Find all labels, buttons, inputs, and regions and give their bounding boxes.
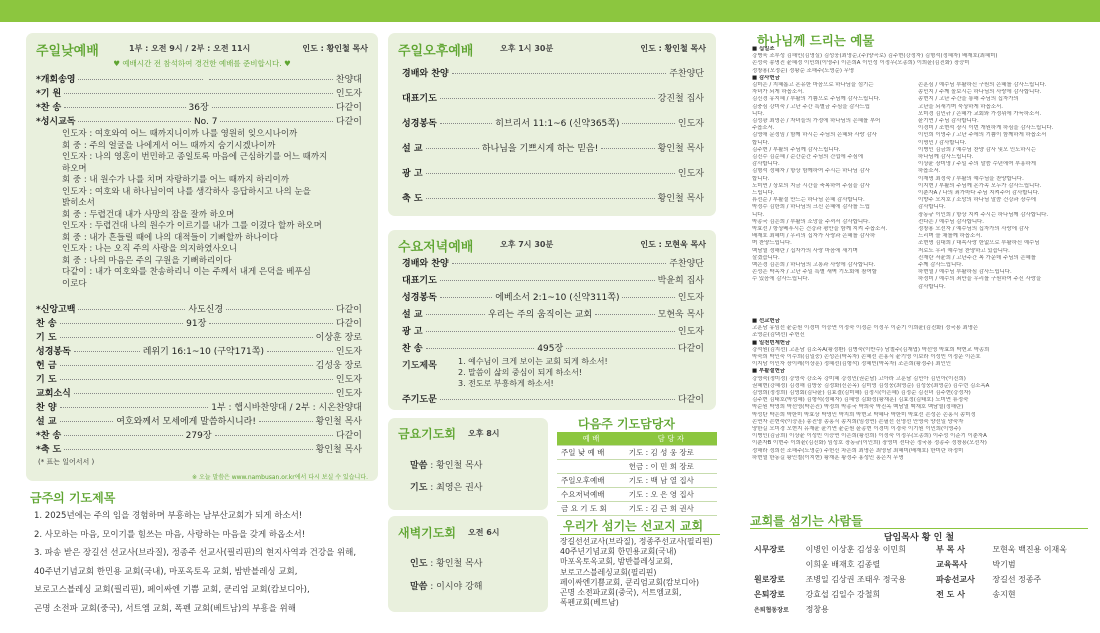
- offering-line: 며 찬양드립니다.: [752, 240, 792, 247]
- offering-line: 송민지 / 주께 돌보시는 하나님의 사랑에 감사합니다.: [918, 89, 1042, 96]
- website-note: ※ 오늘 말씀은 www.nambusan.or.kr에서 다시 보실 수 있습니다.: [192, 474, 368, 481]
- offering-line: 김영희(정정희) 김영회(김나윤) 김효결(김미혜) 김정시(이은혜) 김정순 김진녀 김주현(강정자): [752, 390, 971, 397]
- wednesday-title: 수요저녁예배: [398, 240, 474, 255]
- dawn-row: 말씀 : 이시야 강해: [410, 582, 483, 592]
- dawn-title: 새벽기도회: [398, 526, 456, 540]
- offering-line: 하현열 한동길 황인철(이지현) 황재훈 황정주 홍성민 홍은지 무명: [752, 454, 904, 461]
- sunday-time: 1부 : 오전 9시 / 2부 : 오전 11시: [129, 44, 251, 53]
- offering-line: 주께 감사드립니다.: [918, 262, 964, 269]
- program-row: 성경봉독 레위기 16:1~10 (구약171쪽) 인도자: [36, 347, 363, 357]
- offering-line: 이명민 / 감사합니다.: [918, 139, 967, 146]
- offering-line: 박성탄 박은희 박한미 박효상 박영민 박지희 박현교 박혜나 박한미 박효선 손성은 손홍식 송미정: [752, 411, 976, 418]
- afternoon-service-panel: [388, 33, 716, 216]
- offering-line: 이경미 / 조현석 장시 이번 개원하게 하심을 감사드립니다.: [918, 125, 1054, 132]
- offering-line: 박정수 김한희 / 하나님의 크신 은혜에 감사를 드립: [752, 204, 870, 211]
- staff-table: 시무장로 이병인 이상훈 김성웅 이민희 부 목 사 모현욱 백진용 이재욱 이희윤 배재호 김종렬 교육목사 박기범 원로장로 조병일 김상권 조태우 정국용 파송선교사 장길선 정종주 은퇴장로 강효섭 김일수 강철희 전 도 사 송지현 은퇴협동장로 정창용: [754, 545, 1068, 614]
- offering-line: 이상윤 장미영 / 주일 주의 말씀 수년에여 부흥하게: [918, 161, 1036, 168]
- program-row: 축 도 황인철 목사: [402, 194, 704, 204]
- offering-line: 하나님께 감사드립니다.: [918, 154, 974, 161]
- offering-line: 양한길 오미경 오현지 유재윤 윤기연 윤순원 윤종현 이경미 이경숙 이기원 이민희(이영주): [752, 426, 961, 433]
- friday-time: 오후 8시: [468, 429, 500, 438]
- prayer-topics-label: 기도제목: [402, 361, 437, 371]
- prayer-topics: 1. 예수님이 크게 보이는 교회 되게 하소서! 2. 말씀이 삶의 중심이 되게 하소서! 3. 전도로 부흥하게 하소서!: [458, 357, 608, 388]
- offering-line: 이춘자B 이현주 이희윤(김진화) 임성호 장동규(이인희) 장영미 전다은 정국용 정종주 정창용(오선자): [752, 440, 987, 447]
- program-row: *성시교독 No. 7 다같이: [36, 117, 363, 127]
- offering-line: 하정미 / 예수의 죄만을 우리를 구원하여 주신 사랑을: [918, 276, 1042, 283]
- dawn-time: 오전 6시: [468, 528, 500, 537]
- program-row: *찬 송 36장 다같이: [36, 103, 363, 113]
- people-title: 교회를 섬기는 사람들: [750, 514, 863, 528]
- offering-line: 박종국 김은희 / 부활의 소망을 주셔서 감사합니다.: [752, 218, 870, 225]
- program-row: 주기도문 다같이: [402, 395, 704, 405]
- offering-line: 손연자 손현숙(이승훈) 송진영 송홍식 송지희(임정연) 손필선 신영선 안영숙 양선일 양숙자: [752, 418, 964, 425]
- offering-line: 드리며 늘 채를께 하옵소서.: [918, 233, 983, 240]
- missionary-list: 장길선선교사(브라질), 정종주선교사(필리핀) 40주년기념교회 한민용교회(국내) 마포옥토옥교회, 밤반블레싱교회, 보로고스블레싱교회(필리핀) 페이싸엔기쁨교회, 쿤리엄교회(캄보디아) 곤명 소전파교회(중국), 서트엠교회, 폭펜교회(베트남): [560, 534, 720, 608]
- afternoon-leader: 인도 : 황인철 목사: [640, 44, 706, 53]
- offering-line: 김형석 정혜자 / 항상 함께하여 주시는 하나님 감사: [752, 168, 870, 175]
- afternoon-title: 주일오후예배: [398, 44, 474, 59]
- sunday-leader: 인도 : 황인철 목사: [302, 44, 368, 53]
- dawn-row: 인도 : 황인철 목사: [410, 559, 483, 569]
- offering-line: ■ 일천번제헌금: [752, 339, 791, 346]
- offering-line: 손훈심 / 예수님 부활하신 구원의 은혜를 감사드립니다.: [918, 82, 1047, 88]
- offering-line: 배재호 최혜미 / 우리의 십자가 사랑과 은혜를 감사하: [752, 233, 876, 240]
- program-row: 성경봉독 에베소서 2:1~10 (신약311쪽) 인도자: [402, 293, 705, 303]
- program-row: *기 원 인도자: [36, 89, 362, 99]
- program-row: 찬 양 1부 : 햅시바찬양대 / 2부 : 시온찬양대: [36, 403, 362, 413]
- program-row: 설 교 하나님을 기쁘시게 하는 믿음! 황인철 목사: [402, 144, 704, 154]
- offering-line: 합니다.: [752, 175, 770, 182]
- friday-row: 기도 : 최영은 권사: [410, 483, 483, 493]
- wednesday-service-panel: [388, 230, 716, 410]
- offering-line: 권혜현(강혜정) 김경해 김방웅 김정화(신은옥) 김미영 김성웅(최영순) 김성웅(최영순) 김수련 김소옥A: [752, 382, 990, 389]
- next-week-table: 예 배 담 당 자 주일 낮 예 배 기도 : 김 성 웅 장로 헌금 : 이 민 희 장로 주일오후예배 기도 : 백 남 열 집사 수요저녁예배 기도 : 오 은 영 집사 금 요 기 도 회 기도 : 김 근 희 권사: [557, 432, 717, 516]
- offering-line: 이춘자A / 나의 죄가마다 주님 지켜주어 감사합니다.: [918, 190, 1040, 197]
- offering-line: 김충심 강미숙 / 고난 주간 특별금 주심을 감사드립: [752, 103, 870, 110]
- offering-line: 감사합니다.: [752, 161, 780, 168]
- offering-line: 김주현 / 부활의 주님께 감사드립니다.: [752, 146, 841, 153]
- offering-line: 박순원 박영희 박선영(박은진) 박정희 박종국 박희숙 박진옥 백남열 백재호 백남열(정해란): [752, 404, 964, 411]
- offering-line: 진재란 서윤희 / 고난주간 복 가운데 주님의 은혜를: [918, 254, 1036, 261]
- gratitude-left: [752, 82, 917, 317]
- offering-line: 류선순 / 부활절 만드는 하나님 은혜 감사합니다.: [752, 197, 865, 204]
- offering-line: 김성광 최영은 / 자녀들의 가정에 하나님의 은혜를 부어: [752, 118, 881, 125]
- offering-line: 오미경 김민규 / 은혜가 교회와 가정위에 가득하소서.: [918, 110, 1042, 117]
- weekly-prayer-title: 금주의 기도제목: [30, 491, 116, 505]
- offering-line: 니다.: [752, 211, 765, 218]
- program-row: 설 교 우리는 주의 움직이는 교회 모현욱 목사: [402, 310, 704, 320]
- responsive-reading: 인도자 : 여호와여 어느 때까지니이까 나를 영원히 잊으시나이까 회 중 : 주의 얼굴을 나에게서 어느 때까지 숨기시겠나이까 인도자 : 나의 영혼이 번민하고 종일토록 마음에 근심하기를 어느 때까지 하오며 회 중 : 내 원수가 나를 치며 자랑하기를 어느 때까지 하리이까 인도자 : 여호와 내 하나님이여 나를 생각하사 응답하시고 나의 눈을 밝히소서 회 중 : 두렵건대 내가 사망의 잠을 잘까 하오며 인도자 : 두렵건대 나의 원수가 이르기를 내가 그를 이겼다 할까 하오며 회 중 : 내가 흔들릴 때에 나의 대적들이 기뻐할까 하나이다 인도자 : 나는 오직 주의 사랑을 의지하였사오니 회 중 : 나의 마음은 주의 구원을 기뻐하리이다 다같이 : 내가 여호와를 찬송하리니 이는 주께서 내게 은덕을 베푸심 이로다: [62, 129, 328, 289]
- program-row: *축 도 황인철 목사: [36, 445, 362, 455]
- offering-line: 이민희 이영주 / 고난 주에의 기쁨이 함께하게 하옵소서: [918, 132, 1047, 139]
- program-row: 대표기도 박윤희 집사: [402, 276, 704, 286]
- offering-line: 이향주 오지호 / 소망의 하나님 말씀 건강과 장수에: [918, 197, 1036, 204]
- offering-line: 백남열 정해란 / 십자가의 사랑 마음에 새기며: [752, 247, 858, 254]
- offering-line: 이재명 최정숙 / 부활의 예수님을 찬양합니다.: [918, 175, 1024, 182]
- offering-line: 박숙희 박인숙 이수희(김일중) 손성은(박옥자) 손혜선 손홍식 윤기영 이보라 이성빈 이정운 이은호: [752, 354, 981, 361]
- program-row: 성경봉독 히브리서 11:1~6 (신약365쪽) 인도자: [402, 119, 705, 129]
- offering-line: 고훈남 유임선 윤순원 이경미 이승연 이정숙 이정순 이정우 이준기 이희윤(김진화) 정국용 최명은: [752, 325, 979, 332]
- friday-prayer-panel: [388, 418, 548, 510]
- offering-line: 장동규 이인희 / 항상 지켜 주시는 하나님께 감사합니다.: [918, 211, 1049, 218]
- tithe-section: ■ 십일조 강병욱 조부성 김해민(김영실) 김성웅(최영순,(주)양곡로) 김주현(강정자) 김형석(정혜자) 배재호(최혜미) 손성숙 송명진 윤혜정 이민희(이영주) 이은희A 이인성 이정우(오종희) 이희윤(김진화) 장승미 정창용(오정순) 정황순 조해주(도영순) 무명 ■ 감사헌금: [752, 46, 998, 81]
- program-row: 광 고 인도자: [402, 169, 704, 179]
- wednesday-time: 오후 7시 30분: [500, 240, 554, 249]
- dawn-prayer-panel: [388, 516, 548, 612]
- program-row: 경배와 찬양 주찬양단: [402, 259, 704, 269]
- weekly-prayer-list: 1. 2025년에는 주의 임을 경험하며 부흥하는 남부산교회가 되게 하소서! 2. 사모하는 마음, 모이기를 힘쓰는 마음, 사랑하는 마음을 갖게 하옵소서! 3. 파송 받은 장길선 선교사(브라질), 정종주 선교사(필리핀)의 현지사역과 건강을 위해, 40주년기념교회 한민용 교회(국내), 마포옥토옥 교회, 밤반블레싱 교회, 보로고스블레싱 교회(필리핀), 페이싸엔 기쁨 교회, 쿤리엄 교회(캄보디아), 곤명 소전파 교회(중국), 서트엠 교회, 폭펜 교회(베트남)의 부흥을 위해: [34, 511, 357, 614]
- wednesday-leader: 인도 : 모현욱 목사: [640, 240, 706, 249]
- offering-line: 수 있음에 감사드립니다.: [752, 276, 810, 283]
- program-row: 교회소식 인도자: [36, 389, 362, 399]
- senior-pastor: 담임목사 황 인 철: [883, 533, 955, 543]
- friday-title: 금요기도회: [398, 427, 456, 441]
- offering-title: 하나님께 드리는 예물: [757, 33, 875, 48]
- offering-line: 이지현 / 부활의 주님께 온가족 모두가 감사드립니다.: [918, 182, 1042, 189]
- offering-line: 노미연 / 상보의 지금 시간을 축복하여 주심을 감사: [752, 182, 870, 189]
- header-bar: [0, 0, 1100, 22]
- offering-line: 이병인 김금희 / 예수님 찬양 감사 및오 인도하시는: [918, 146, 1036, 153]
- program-row: 대표기도 강진철 집사: [402, 94, 704, 104]
- offering-line: 손성은 박옥자 / 고난 주일 특별 새벽 기도회에 참여할: [752, 269, 877, 276]
- offering-line: 김미은 / 지혜롭고 온유한 마음으로 하나님을 섬기는: [752, 82, 874, 88]
- program-row: 기 도 인도자: [36, 375, 362, 385]
- program-row: 경배와 찬양 주찬양단: [402, 69, 704, 79]
- program-row: *찬 송 279장 다같이: [36, 431, 363, 441]
- afternoon-time: 오후 1시 30분: [500, 44, 554, 53]
- offering-line: 저로도 우리 예수님 찬양하고 있습니다.: [918, 247, 1010, 254]
- notice-text: ♥ 예배시간 전 참석하여 경건한 예배를 준비합시다. ♥: [113, 59, 291, 68]
- friday-row: 말씀 : 황인철 목사: [410, 461, 483, 471]
- offering-line: 합니다.: [752, 139, 770, 146]
- offering-line: 김주현 김태호(박성혜) 김형석(정혜자) 김혜영 김화정(황재훈) 김효정(김태호) 노미연 류정숙: [752, 397, 969, 404]
- offering-line: 드립니다.: [752, 190, 775, 197]
- offering-line: 정해라 정희선 조해주(도영순) 주헌신 차은희 최명은 최영남 최혜미(배재호) 한미란 하정미: [752, 447, 964, 454]
- offering-line: 강석원(김지선) 고훈남 김소옥A(황정환) 김병숙(이반수) 남철주(김재엽) 박선영 박효희 박현교 박종희: [752, 346, 990, 353]
- footnote: (* 표는 일어서서 ): [38, 458, 95, 466]
- offering-line: 김영애 문정임 / 함께 하시는 주님의 은혜와 사랑 감사: [752, 132, 877, 139]
- offering-line: ■ 부활절헌금: [752, 368, 786, 375]
- program-row: 헌 금 김성웅 장로: [36, 361, 362, 371]
- offering-line: 조현명 김대희 / 대속사랑 한없으로 부활하신 예수님: [918, 240, 1040, 247]
- program-row: 찬 송 495장 다같이: [402, 344, 704, 354]
- offering-line: 이지담 이인자 장이레(이상훈) 정혜선(김형석) 정혜빈(박옥자) 조은희(황정주) 최인인: [752, 361, 951, 368]
- offering-line: 하옵소서.: [918, 168, 941, 175]
- offering-line: 고난을 되새기며 묵상하게 하옵소서.: [918, 103, 1003, 110]
- offering-line: 박효선 / 항상베푸시는 건강과 평안을 함께 지켜 주옵소서.: [752, 226, 888, 233]
- next-week-title: 다음주 기도담당자: [578, 417, 675, 431]
- offering-line: 자녀가 되게 하옵소서.: [752, 89, 805, 96]
- program-row: 설 교 여호와께서 모세에게 말씀하시니라! 황인철 목사: [36, 417, 362, 427]
- sunday-title: 주일낮예배: [36, 44, 99, 59]
- divider: [750, 528, 1088, 529]
- offering-line: 조영순(김택선) 주헌신: [752, 332, 805, 339]
- program-row: 광 고 인도자: [402, 327, 704, 337]
- program-row: 기 도 이상훈 장로: [36, 333, 362, 343]
- offering-line: 백은경 김은희 / 하나님의 고통과 사랑에 감사합니다.: [752, 262, 876, 269]
- offering-line: 송현지 / 고난 주간을 통해 주님의 십자가의: [918, 96, 1019, 103]
- offering-line: 김진수 김순혜 / 순간순간 주님의 간섭에 주심에: [752, 154, 864, 161]
- offering-line: ■ 선교헌금: [752, 318, 780, 324]
- program-row: *개회송영 찬양대: [36, 75, 363, 85]
- other-offerings: [752, 318, 1082, 506]
- offering-line: 강영숙(정미정) 강영숙 강소옥 강미혜 강정민(권순남) 고아라 고훈남 김민아 김민아(이진희): [752, 375, 966, 382]
- program-row: 찬 송 91장 다같이: [36, 319, 362, 329]
- gratitude-right: [918, 82, 1083, 317]
- offering-line: 니다.: [752, 110, 765, 117]
- offering-line: 전다은 / 예수님 감사합니다.: [918, 218, 984, 225]
- offering-line: 주옵소서.: [752, 125, 775, 132]
- program-row: *신앙고백 사도신경 다같이: [36, 305, 363, 315]
- sunday-service-panel: [26, 33, 378, 481]
- offering-line: 이병인(김금희) 이상윤 이성빈 이승연 이은희(황선희) 이정숙 이정우(오종희) 이주성 이준기 이춘자A: [752, 433, 987, 440]
- offering-line: 김신경 유지혜 / 부활의 기쁨으로 주님께 감사드립니다.: [752, 96, 881, 103]
- offering-line: 윤기연 / 주님 감사합니다.: [918, 118, 979, 125]
- offering-line: 정창용 오선자 / 예수님의 십자가의 사랑에 감사: [918, 226, 1030, 233]
- missionary-title: 우리가 섬기는 선교지 교회: [563, 519, 704, 533]
- offering-line: 감사합니다.: [918, 283, 946, 290]
- offering-line: 살겠습니다.: [752, 254, 780, 261]
- offering-line: 하현열 / 예수님 부활하심 감사드립니다.: [918, 269, 1012, 276]
- offering-line: 감사합니다.: [918, 204, 946, 211]
